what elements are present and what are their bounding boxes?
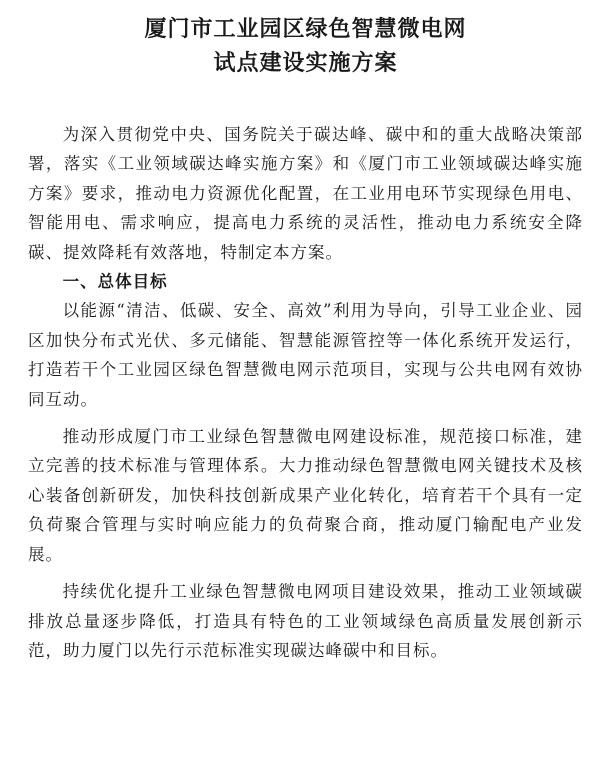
document-title <box>28 12 583 80</box>
intro-paragraph: 为深入贯彻党中央、国务院关于碳达峰、碳中和的重大战略决策部署，落实《工业领域碳达峰实施方案》和《厦门市工业领域碳达峰实施方案》要求，推动电力资源优化配置，在工业用电环节实现绿色用电、智能用电、需求响应，提高电力系统的灵活性，推动电力系统安全降碳、提效降耗有效落地，特制定本方案。 <box>28 125 583 262</box>
title-line-1: 厦门市工业园区绿色智慧微电网 <box>144 16 467 42</box>
document-page <box>0 12 611 770</box>
section-heading-overall-goals: 一、总体目标 <box>62 272 168 292</box>
goal-paragraph-1: 以能源“清洁、低碳、安全、高效”利用为导向，引导工业企业、园区加快分布式光伏、多元储能、智慧能源管控等一体化系统开发运行，打造若干个工业园区绿色智慧微电网示范项目，实现与公共电网有效协同互动。 <box>28 301 583 409</box>
document-body <box>28 120 583 665</box>
goal-paragraph-2: 推动形成厦门市工业绿色智慧微电网建设标准，规范接口标准，建立完善的技术标准与管理体系。大力推动绿色智慧微电网关键技术及核心装备创新研发，加快科技创新成果产业化转化，培育若干个具有一定负荷聚合管理与实时响应能力的负荷聚合商，推动厦门输配电产业发展。 <box>28 427 583 564</box>
goal-paragraph-3: 持续优化提升工业绿色智慧微电网项目建设效果，推动工业领域碳排放总量逐步降低，打造具有特色的工业领域绿色高质量发展创新示范，助力厦门以先行示范标准实现碳达峰碳中和目标。 <box>28 582 583 660</box>
title-line-2: 试点建设实施方案 <box>213 50 398 76</box>
